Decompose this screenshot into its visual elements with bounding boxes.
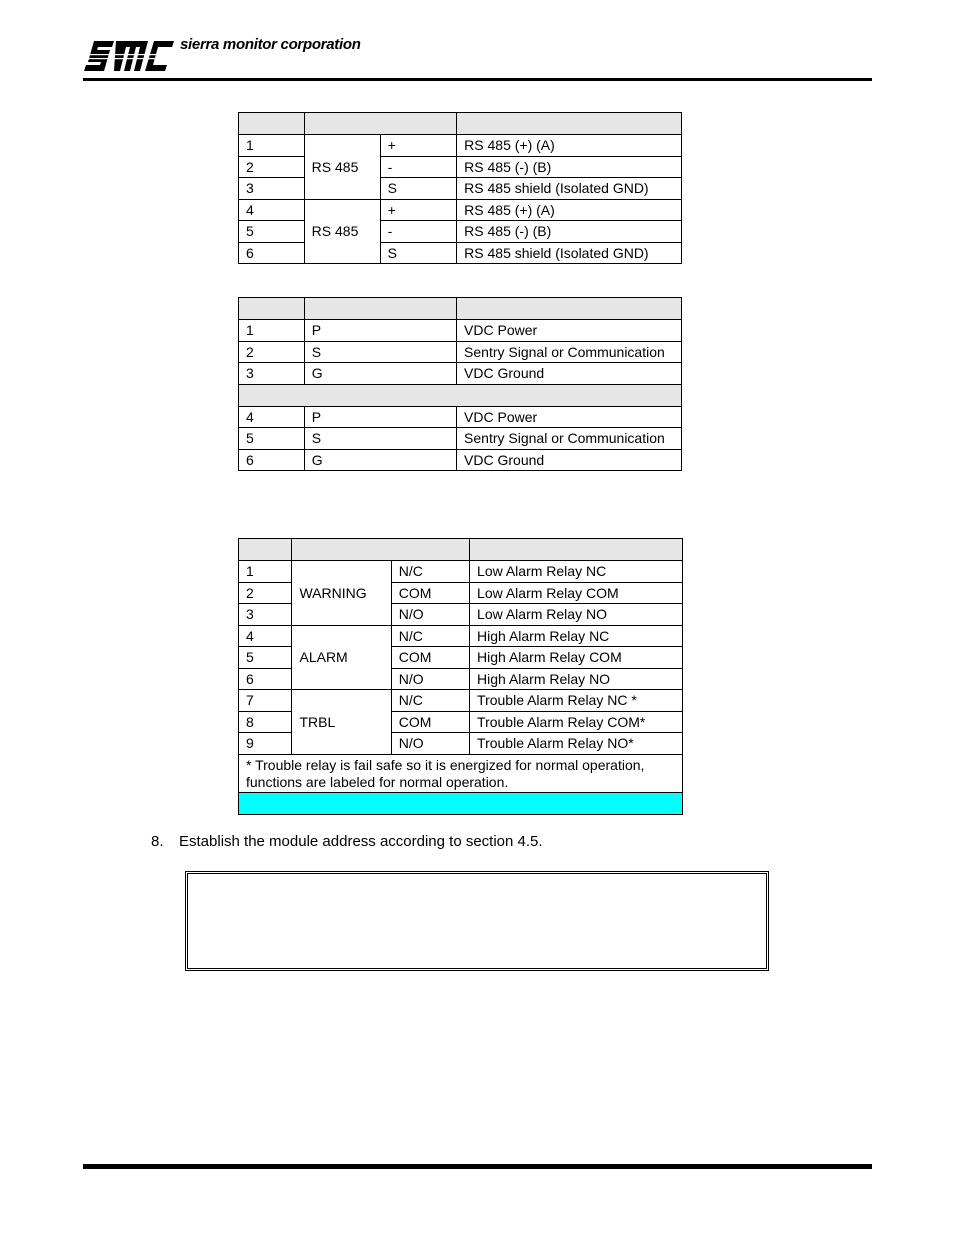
description-cell: Sentry Signal or Communication xyxy=(457,428,682,450)
table-row xyxy=(239,341,682,363)
table-row xyxy=(239,199,682,221)
header-cell xyxy=(239,298,305,320)
table-row xyxy=(239,363,682,385)
pin-number: 5 xyxy=(239,647,292,669)
footer-rule xyxy=(83,1164,872,1169)
trouble-relay-footnote: * Trouble relay is fail safe so it is energized for normal operation, functions are labeled for normal operation. xyxy=(239,754,683,792)
table-row xyxy=(239,135,682,157)
description-cell: RS 485 (-) (B) xyxy=(457,156,682,178)
contact-cell: COM xyxy=(391,647,469,669)
signal-cell: G xyxy=(304,363,456,385)
pin-number: 6 xyxy=(239,242,305,264)
contact-cell: COM xyxy=(391,582,469,604)
description-cell: High Alarm Relay NO xyxy=(470,668,683,690)
description-cell: RS 485 (+) (A) xyxy=(457,199,682,221)
header-cell xyxy=(457,113,682,135)
description-cell: RS 485 shield (Isolated GND) xyxy=(457,242,682,264)
description-cell: RS 485 shield (Isolated GND) xyxy=(457,178,682,200)
table-row xyxy=(239,428,682,450)
relay-group-label: WARNING xyxy=(292,561,391,626)
table-row xyxy=(239,561,683,583)
pin-number: 6 xyxy=(239,668,292,690)
separator-cell xyxy=(239,384,682,406)
signal-cell: P xyxy=(304,320,456,342)
smc-logo xyxy=(84,38,176,76)
header-cell xyxy=(304,113,457,135)
table-row xyxy=(239,449,682,471)
contact-cell: N/O xyxy=(391,733,469,755)
signal-cell: - xyxy=(380,156,457,178)
contact-cell: N/O xyxy=(391,668,469,690)
pin-number: 2 xyxy=(239,582,292,604)
header-rule xyxy=(83,78,872,81)
step-text: Establish the module address according to section 4.5. xyxy=(179,833,543,850)
description-cell: VDC Ground xyxy=(457,449,682,471)
table-header-row xyxy=(239,298,682,320)
company-name: sierra monitor corporation xyxy=(180,36,361,53)
table-row xyxy=(239,320,682,342)
description-cell: VDC Ground xyxy=(457,363,682,385)
pin-number: 5 xyxy=(239,428,305,450)
header-cell xyxy=(239,539,292,561)
contact-cell: N/C xyxy=(391,625,469,647)
description-cell: High Alarm Relay NC xyxy=(470,625,683,647)
step-number: 8. xyxy=(151,833,164,850)
signal-cell: P xyxy=(304,406,456,428)
pin-number: 1 xyxy=(239,561,292,583)
pin-number: 6 xyxy=(239,449,305,471)
step-8 xyxy=(151,833,543,850)
highlight-row xyxy=(239,792,683,814)
description-cell: Trouble Alarm Relay NO* xyxy=(470,733,683,755)
relay-pin-table xyxy=(238,538,683,815)
description-cell: Sentry Signal or Communication xyxy=(457,341,682,363)
description-cell: RS 485 (+) (A) xyxy=(457,135,682,157)
sentry-bus-pin-table xyxy=(238,297,682,471)
port-group-label: RS 485 xyxy=(304,135,380,200)
signal-cell: S xyxy=(304,341,456,363)
table-row xyxy=(239,406,682,428)
pin-number: 9 xyxy=(239,733,292,755)
header-cell xyxy=(304,298,456,320)
signal-cell: - xyxy=(380,221,457,243)
description-cell: Low Alarm Relay NC xyxy=(470,561,683,583)
relay-group-label: TRBL xyxy=(292,690,391,755)
relay-group-label: ALARM xyxy=(292,625,391,690)
pin-number: 8 xyxy=(239,711,292,733)
pin-number: 2 xyxy=(239,156,305,178)
pin-number: 4 xyxy=(239,199,305,221)
pin-number: 4 xyxy=(239,406,305,428)
pin-number: 3 xyxy=(239,604,292,626)
table-header-row xyxy=(239,539,683,561)
description-cell: High Alarm Relay COM xyxy=(470,647,683,669)
pin-number: 1 xyxy=(239,320,305,342)
note-box xyxy=(185,871,769,971)
pin-number: 3 xyxy=(239,363,305,385)
table-header-row xyxy=(239,113,682,135)
signal-cell: S xyxy=(380,178,457,200)
signal-cell: + xyxy=(380,199,457,221)
description-cell: Low Alarm Relay COM xyxy=(470,582,683,604)
description-cell: Trouble Alarm Relay NC * xyxy=(470,690,683,712)
pin-number: 1 xyxy=(239,135,305,157)
port-group-label: RS 485 xyxy=(304,199,380,264)
header-cell xyxy=(457,298,682,320)
rs485-pin-table xyxy=(238,112,682,264)
pin-number: 7 xyxy=(239,690,292,712)
contact-cell: N/O xyxy=(391,604,469,626)
header-cell xyxy=(470,539,683,561)
signal-cell: S xyxy=(380,242,457,264)
description-cell: VDC Power xyxy=(457,320,682,342)
footnote-row xyxy=(239,754,683,792)
contact-cell: N/C xyxy=(391,690,469,712)
description-cell: VDC Power xyxy=(457,406,682,428)
header-cell xyxy=(239,113,305,135)
description-cell: Low Alarm Relay NO xyxy=(470,604,683,626)
description-cell: Trouble Alarm Relay COM* xyxy=(470,711,683,733)
signal-cell: S xyxy=(304,428,456,450)
header-cell xyxy=(292,539,470,561)
signal-cell: G xyxy=(304,449,456,471)
table-row xyxy=(239,625,683,647)
pin-number: 4 xyxy=(239,625,292,647)
table-row xyxy=(239,690,683,712)
separator-row xyxy=(239,384,682,406)
contact-cell: COM xyxy=(391,711,469,733)
pin-number: 5 xyxy=(239,221,305,243)
signal-cell: + xyxy=(380,135,457,157)
pin-number: 2 xyxy=(239,341,305,363)
description-cell: RS 485 (-) (B) xyxy=(457,221,682,243)
pin-number: 3 xyxy=(239,178,305,200)
contact-cell: N/C xyxy=(391,561,469,583)
highlight-cell xyxy=(239,792,683,814)
